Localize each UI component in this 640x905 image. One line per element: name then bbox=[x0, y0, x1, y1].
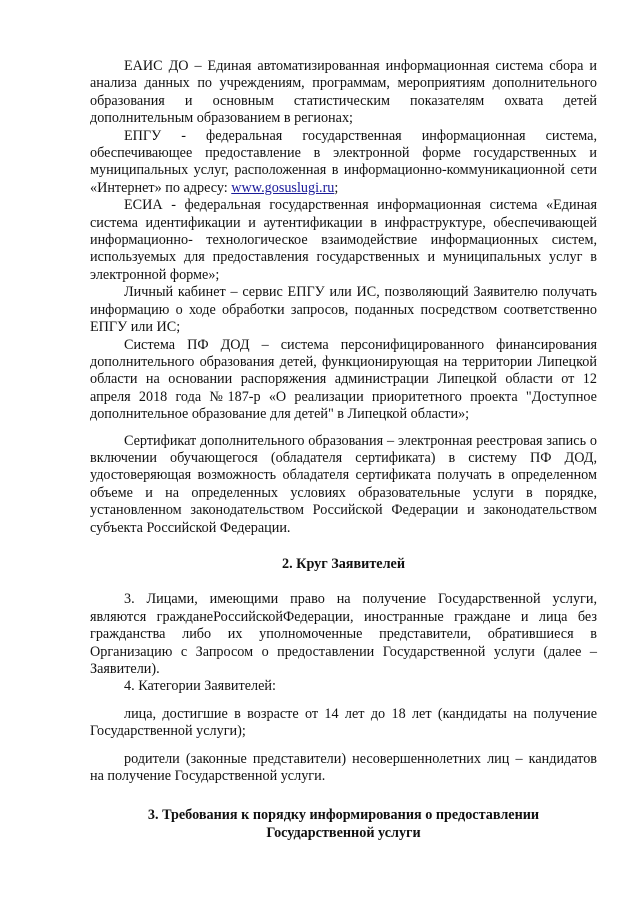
gosuslugi-link[interactable]: www.gosuslugi.ru bbox=[231, 179, 335, 196]
definition-certificate: Сертификат дополнительного образования – электронная реестровая запись о включении обучающегося (обладателя сертификата) в систему ПФ ДОД, удостоверяющая возможность обладателя сертификата получать в определенном объеме и на определенных условиях образовательные услуги в порядке, установленном законодательством Российской Федерации и законодательством субъекта Российской Федерации. bbox=[90, 432, 597, 536]
clause-3: 3. Лицами, имеющими право на получение Государственной услуги, являются гражданеРоссийскойФедерации, иностранные граждане и лица без гражданства либо их уполномоченные представители, обратившиеся в Организацию с Запросом о предоставлении Государственной услуги (далее – Заявители). bbox=[90, 591, 597, 677]
applicant-category-1: лица, достигшие в возрасте от 14 лет до 18 лет (кандидаты на получение Государственной услуги); bbox=[90, 705, 597, 740]
document-page bbox=[90, 58, 597, 842]
definition-personal-cabinet: Личный кабинет – сервис ЕПГУ или ИС, позволяющий Заявителю получать информацию о ходе обработки запросов, поданных посредством соответственно ЕПГУ или ИС; bbox=[90, 284, 597, 336]
definition-eais: ЕАИС ДО – Единая автоматизированная информационная система сбора и анализа данных по учреждениям, программам, мероприятиям дополнительного образования и основным статистическим показателям охвата детей дополнительным образованием в регионах; bbox=[90, 58, 597, 127]
section-3-heading bbox=[90, 807, 597, 842]
definition-epgu-end: ; bbox=[334, 179, 339, 196]
section-3-heading-line2: Государственной услуги bbox=[266, 824, 421, 841]
section-3-heading-line1: 3. Требования к порядку информирования о предоставлении bbox=[147, 807, 540, 824]
definition-epgu bbox=[90, 128, 597, 198]
definition-pf-dod: Система ПФ ДОД – система персонифицированного финансирования дополнительного образования детей, функционирующая на территории Липецкой области на основании распоряжения администрации Липецкой области от 12 апреля 2018 года №187-р «О реализации приоритетного проекта "Доступное дополнительное образование для детей" в Липецкой области»; bbox=[90, 336, 597, 423]
applicant-category-2: родители (законные представители) несовершеннолетних лиц – кандидатов на получение Государственной услуги. bbox=[90, 750, 597, 785]
section-2-heading: 2. Круг Заявителей bbox=[281, 555, 406, 572]
definition-epgu-text: ЕПГУ - федеральная государственная информационная система, обеспечивающее предоставление в электронной форме государственных и муниципальных услуг, расположенная в информационно-коммуникационной сети «Интернет» по адресу: bbox=[90, 127, 597, 196]
definition-esia: ЕСИА - федеральная государственная информационная система «Единая система идентификации и аутентификации в инфраструктуре, обеспечивающей информационно- технологическое взаимодействие информационных систем, используемых для предоставления государственных и муниципальных услуг в электронной форме»; bbox=[90, 197, 597, 283]
clause-4: 4. Категории Заявителей: bbox=[124, 678, 276, 695]
